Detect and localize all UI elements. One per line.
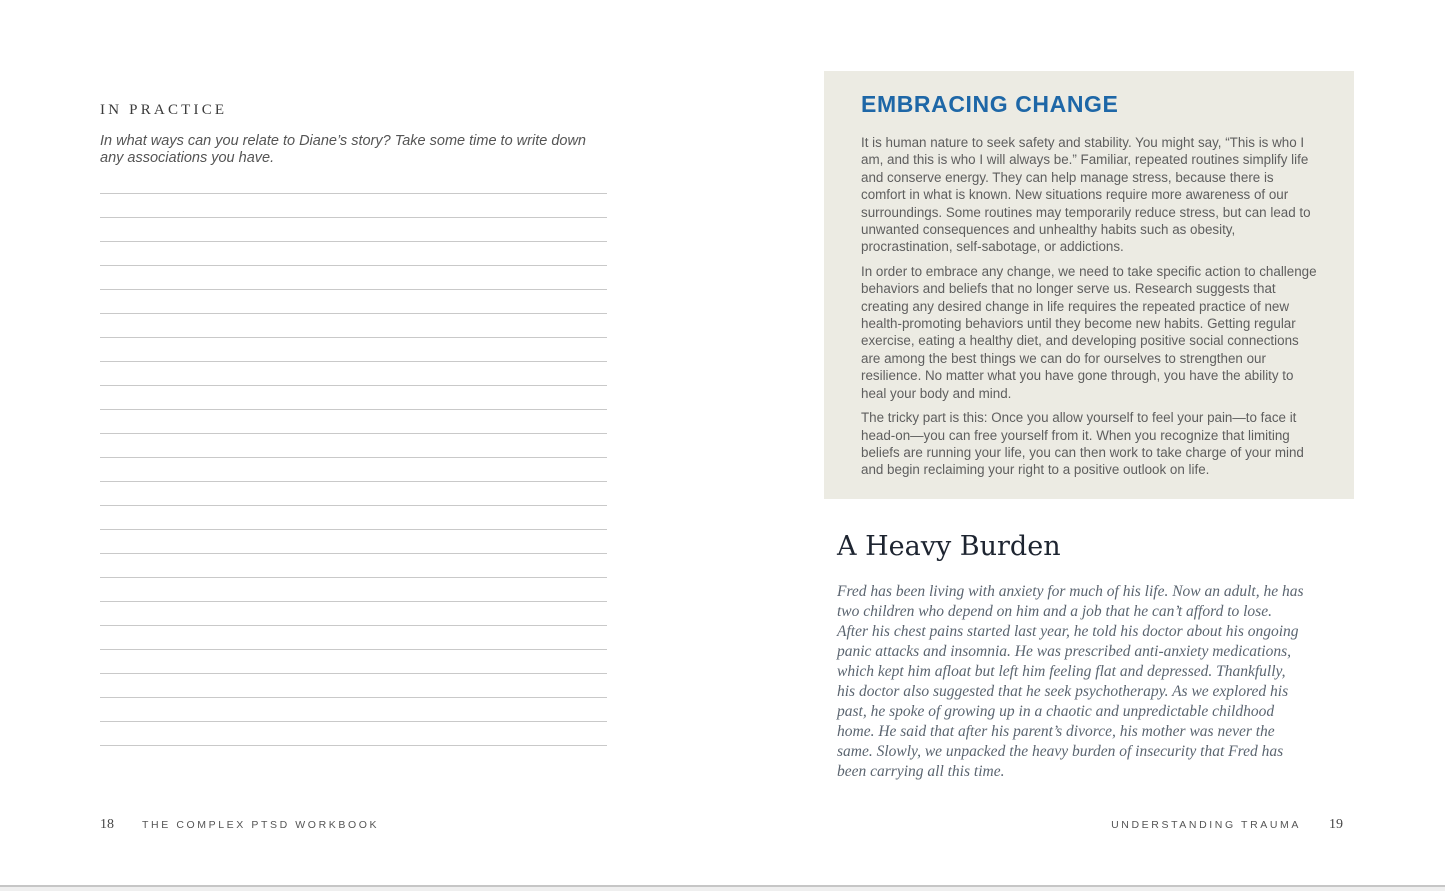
writing-line [100,266,607,290]
right-page-number: 19 [1329,817,1343,832]
writing-line [100,578,607,602]
writing-line [100,410,607,434]
writing-line [100,242,607,266]
writing-line [100,650,607,674]
callout-paragraph: It is human nature to seek safety and stability. You might say, “This is who I am, and this is who I will always be.” Familiar, repeated routines simplify life and conserve energy. They can help manage stress, because there is comfort in what is known. New situations require more awareness of our surroundings. Some routines may temporarily reduce stress, but can lead to unwanted consequences and unhealthy habits such as obesity, procrastination, self-sabotage, or addictions. [861,135,1311,255]
left-page-number: 18 [100,817,114,832]
left-page-footer [100,817,379,833]
callout-title: EMBRACING CHANGE [861,91,1119,117]
writing-line [100,218,607,242]
writing-line [100,626,607,650]
embracing-change-callout-box [824,71,1354,499]
callout-paragraph: The tricky part is this: Once you allow yourself to feel your pain—to face it head-on—you can free yourself from it. When you recognize that limiting beliefs are running your life, you can then work to take charge of your mind and begin reclaiming your right to a positive outlook on life. [861,410,1304,478]
writing-line [100,722,607,746]
callout-paragraph: In order to embrace any change, we need to take specific action to challenge behaviors and beliefs that no longer serve us. Research suggests that creating any desired change in life requires the repeated practice of new health-promoting behaviors until they become new habits. Getting regular exercise, eating a healthy diet, and developing positive social connections are among the best things we can do for ourselves to strengthen our resilience. No matter what you have gone through, you have the ability to heal your body and mind. [861,263,1317,401]
writing-line [100,482,607,506]
practice-prompt-text: In what ways can you relate to Diane’s story? Take some time to write down any associations you have. [100,133,586,166]
writing-line [100,530,607,554]
writing-line [100,362,607,386]
story-body-text: Fred has been living with anxiety for much of his life. Now an adult, he has two children who depend on him and a job that he can’t afford to lose. After his chest pains started last year, he told his doctor about his ongoing panic attacks and insomnia. He was prescribed anti-anxiety medications, which kept him afloat but left him feeling flat and depressed. Thankfully, his doctor also suggested that he seek psychotherapy. As we explored his past, he spoke of growing up in a chaotic and unpredictable childhood home. He said that after his parent’s divorce, his mother was never the same. Slowly, we unpacked the heavy burden of insecurity that Fred has been carrying all this time. [837,583,1304,780]
left-running-title: THE COMPLEX PTSD WORKBOOK [142,819,380,831]
right-running-title: UNDERSTANDING TRAUMA [1111,819,1301,831]
writing-line [100,314,607,338]
writing-line [100,194,607,218]
writing-line [100,698,607,722]
writing-line [100,602,607,626]
writing-line [100,506,607,530]
writing-line [100,434,607,458]
writing-line [100,674,607,698]
section-label-in-practice: IN PRACTICE [100,102,228,118]
writing-line [100,554,607,578]
writing-line [100,170,607,194]
writing-lines [100,170,607,746]
writing-line [100,290,607,314]
writing-line [100,386,607,410]
page-bottom-edge-strip [0,887,1445,891]
writing-line [100,458,607,482]
right-page-footer [1111,817,1343,833]
writing-line [100,338,607,362]
story-heading: A Heavy Burden [837,531,1061,562]
